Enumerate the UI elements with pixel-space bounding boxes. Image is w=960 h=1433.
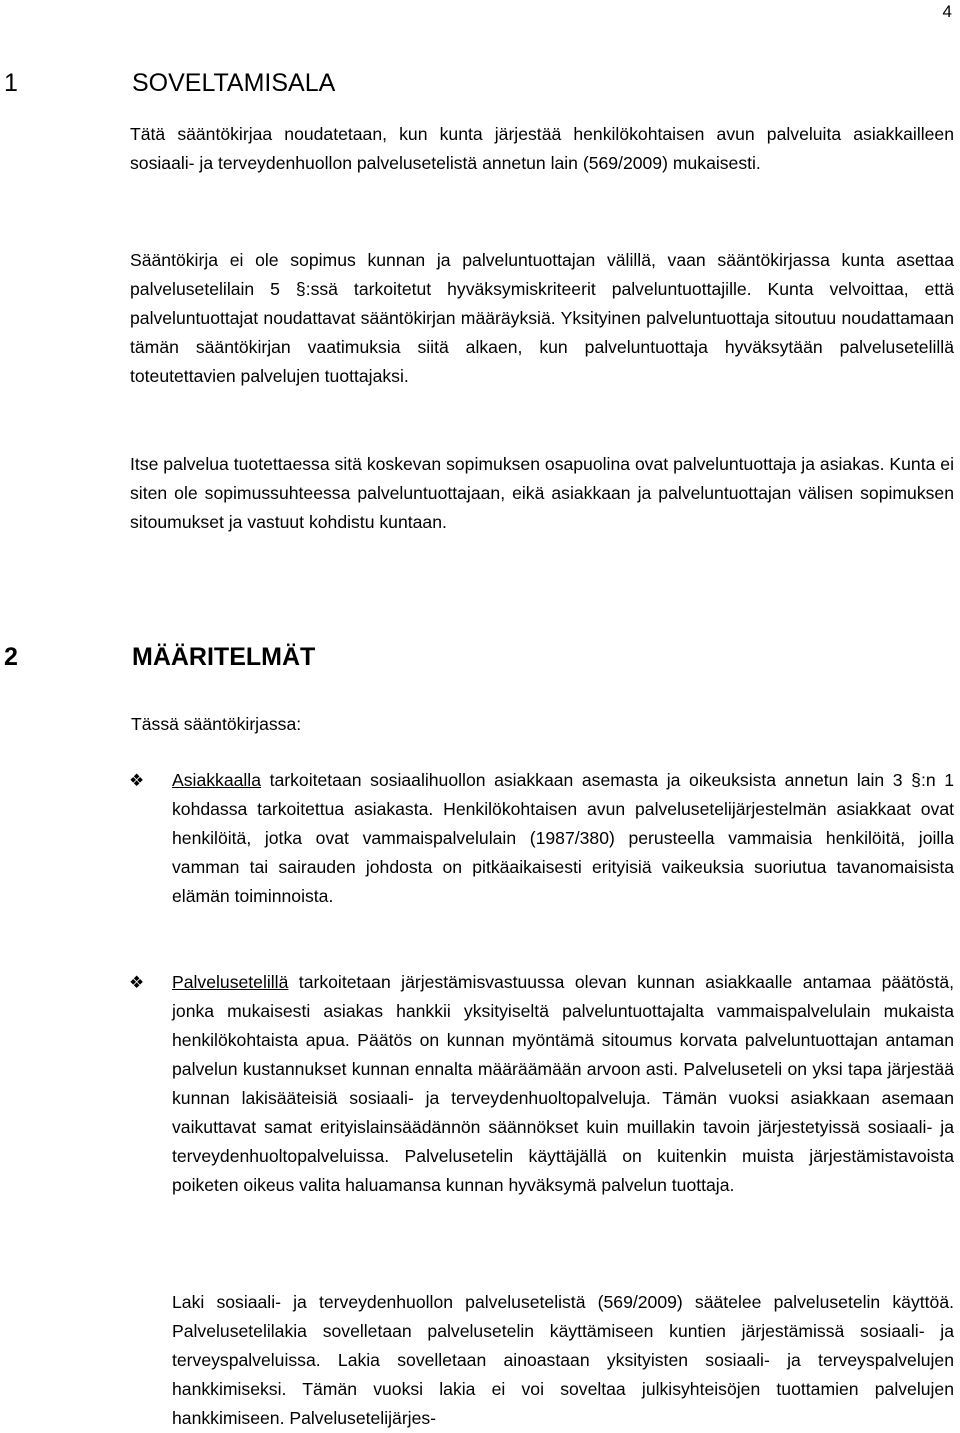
definition-term: Palvelusetelillä bbox=[172, 972, 289, 992]
diamond-bullet-icon: ❖ bbox=[129, 973, 145, 992]
section-title: MÄÄRITELMÄT bbox=[132, 643, 316, 671]
paragraph: Itse palvelua tuotettaessa sitä koskevan sopimuksen osapuolina ovat palveluntuottaja ja asiakas. Kunta ei siten ole sopimussuhteessa palveluntuottajaan, eikä asiakkaan ja palveluntuottajan välisen sopimuksen sitoumukset ja vastuut kohdistu kuntaan. bbox=[130, 454, 954, 532]
paragraph: Sääntökirja ei ole sopimus kunnan ja palveluntuottajan välillä, vaan sääntökirjassa kunta asettaa palvelusetelilain 5 §:ssä tarkoitetut hyväksymiskriteerit palveluntuottajille. Kunta velvoittaa, että palveluntuottajat noudattavat sääntökirjan määräyksiä. Yksityinen palveluntuottaja sitoutuu noudattamaan tämän sääntökirjan vaatimuksia siitä alkaen, kun palveluntuottaja hyväksytään palvelusetelillä toteutettavien palvelujen tuottajaksi. bbox=[130, 250, 954, 386]
diamond-bullet-icon: ❖ bbox=[129, 771, 145, 790]
definition-body: tarkoitetaan järjestämisvastuussa olevan kunnan asiakkaalle antamaa päätöstä, jonka mukaisesti asiakas hankkii yksityiseltä palveluntuottajalta vammaispalvelulain mukaista henkilökohtaista apua. Päätös on kunnan myöntämä sitoumus korvata palveluntuottajan antaman palvelun kustannukset kunnan ennalta määräämään arvoon asti. Palveluseteli on yksi tapa järjestää kunnan lakisääteisiä sosiaali- ja terveydenhuoltopalveluja. Tämän vuoksi asiakkaan asemaan vaikuttavat samat erityislainsäädännön säännökset kuin muillakin tavoin järjestetyissä sosiaali- ja terveydenhuoltopalveluissa. Palvelusetelin käyttäjällä on kuitenkin muista järjestämistavoista poiketen oikeus valita haluamansa kunnan hyväksymä palvelun tuottaja. bbox=[172, 972, 954, 1195]
page-number: 4 bbox=[942, 2, 952, 21]
continuation-paragraph: Laki sosiaali- ja terveydenhuollon palvelusetelistä (569/2009) säätelee palvelusetelin käyttöä. Palvelusetelilakia sovelletaan palvelusetelin käyttämiseen kuntien järjestämissä sosiaali- ja terveyspalveluissa. Lakia sovelletaan ainoastaan yksityisten sosiaali- ja terveyspalvelujen hankkimiseksi. Tämän vuoksi lakia ei voi soveltaa julkisyhteisöjen tuottamien palvelujen hankkimiseen. Palvelusetelijärjes- bbox=[172, 1292, 954, 1428]
definition-text bbox=[172, 766, 954, 911]
definition-term: Asiakkaalla bbox=[172, 770, 261, 790]
definition-body: tarkoitetaan sosiaalihuollon asiakkaan asemasta ja oikeuksista annetun lain 3 §:n 1 kohdassa tarkoitettua asiakasta. Henkilökohtaisen avun palvelusetelijärjestelmän asiakkaat ovat henkilöitä, jotka ovat vammaispalvelulain (1987/380) perusteella vammaisia henkilöitä, joilla vamman tai sairauden johdosta on pitkäaikaisesti erityisiä vaikeuksia suoriutua tavanomaisista elämän toiminnoista. bbox=[172, 770, 954, 906]
section-number: 1 bbox=[4, 69, 18, 97]
section-number: 2 bbox=[4, 643, 18, 671]
paragraph: Tätä sääntökirjaa noudatetaan, kun kunta järjestää henkilökohtaisen avun palveluita asiakkailleen sosiaali- ja terveydenhuollon palvelusetelistä annetun lain (569/2009) mukaisesti. bbox=[130, 124, 954, 173]
definitions-intro: Tässä sääntökirjassa: bbox=[131, 714, 302, 734]
definition-text bbox=[172, 968, 954, 1200]
section-title: SOVELTAMISALA bbox=[132, 69, 336, 97]
